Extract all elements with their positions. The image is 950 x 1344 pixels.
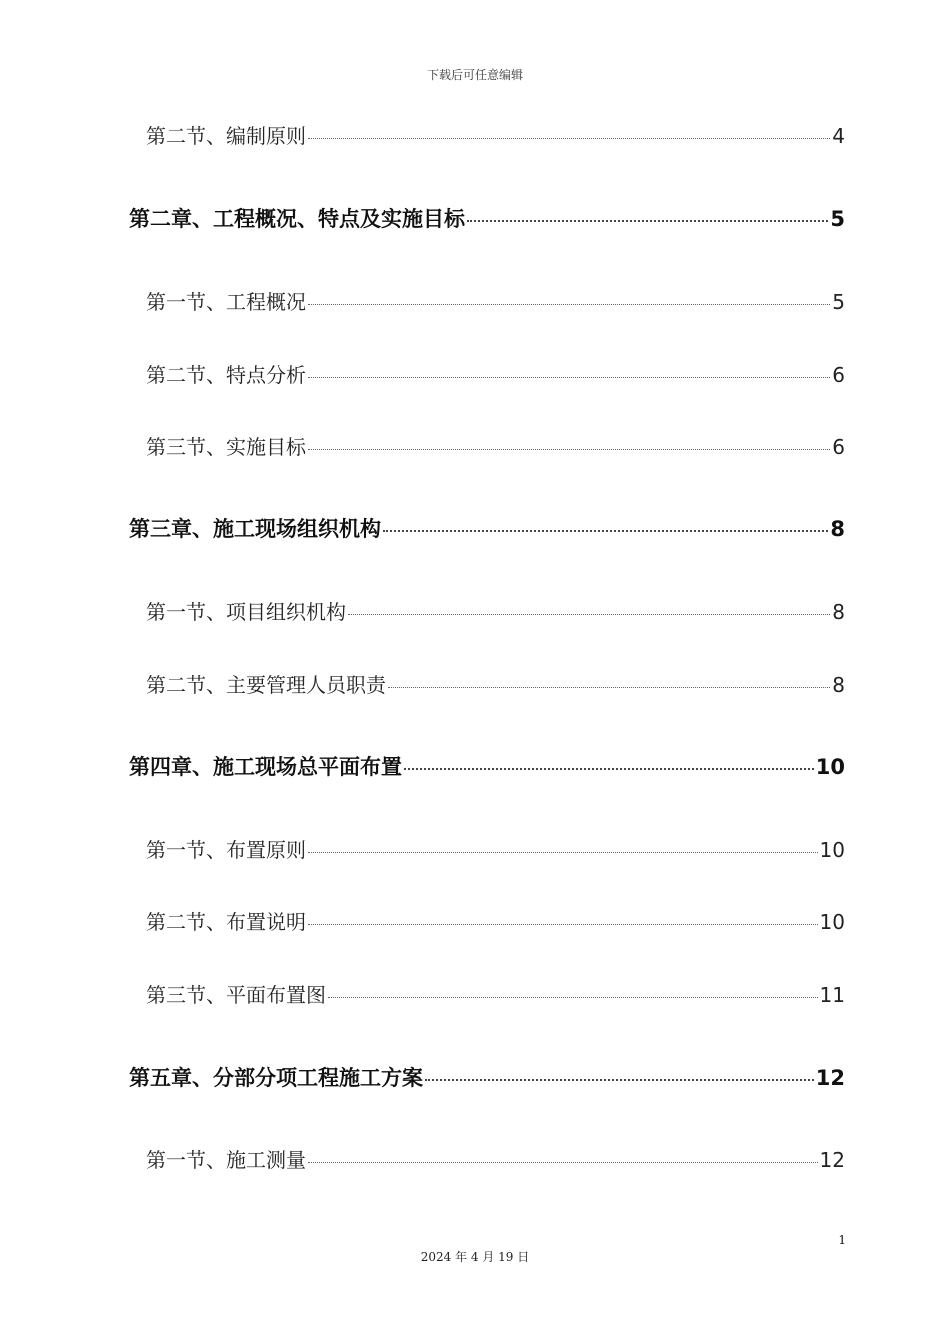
toc-entry-title: 第四章、施工现场总平面布置: [129, 755, 402, 779]
toc-entry-title: 第二节、编制原则: [146, 124, 306, 148]
toc-leader-dots: [308, 138, 830, 139]
toc-leader-dots: [308, 924, 818, 925]
toc-entry-page: 5: [830, 207, 845, 231]
toc-leader-dots: [308, 1162, 818, 1163]
toc-entry[interactable]: [129, 513, 845, 543]
toc-entry-page: 4: [832, 124, 845, 148]
toc-entry[interactable]: [146, 120, 845, 149]
toc-entry-page: 12: [815, 1066, 845, 1090]
toc-entry[interactable]: [146, 1144, 845, 1173]
toc-entry[interactable]: [146, 834, 845, 863]
toc-entry-page: 11: [819, 983, 845, 1007]
toc-entry[interactable]: [146, 431, 845, 460]
toc-entry-title: 第三节、实施目标: [146, 435, 306, 459]
toc-entry-page: 8: [832, 600, 845, 624]
toc-entry-page: 8: [832, 673, 845, 697]
toc-leader-dots: [348, 614, 830, 615]
toc-entry-title: 第一节、布置原则: [146, 838, 306, 862]
toc-entry[interactable]: [146, 286, 845, 315]
toc-leader-dots: [308, 377, 830, 378]
toc-leader-dots: [308, 852, 818, 853]
toc-entry-page: 5: [832, 290, 845, 314]
toc-entry[interactable]: [129, 1062, 845, 1092]
toc-entry-page: 6: [832, 435, 845, 459]
toc-entry-title: 第一节、工程概况: [146, 290, 306, 314]
toc-entry[interactable]: [146, 596, 845, 625]
toc-entry[interactable]: [146, 669, 845, 698]
toc-leader-dots: [383, 530, 828, 532]
toc-entry-page: 10: [819, 910, 845, 934]
toc-entry-title: 第二节、特点分析: [146, 363, 306, 387]
toc-leader-dots: [404, 768, 814, 770]
toc-entry-title: 第二章、工程概况、特点及实施目标: [129, 207, 465, 231]
toc-entry-title: 第二节、布置说明: [146, 910, 306, 934]
toc-leader-dots: [308, 449, 830, 450]
page-number: 1: [838, 1233, 846, 1247]
toc-entry-title: 第一节、施工测量: [146, 1148, 306, 1172]
page-header: 下载后可任意编辑: [426, 68, 523, 82]
toc-entry-title: 第三节、平面布置图: [146, 983, 326, 1007]
toc-entry[interactable]: [146, 359, 845, 388]
toc-entry[interactable]: [129, 751, 845, 781]
toc-entry-title: 第三章、施工现场组织机构: [129, 517, 381, 541]
toc-entry-title: 第一节、项目组织机构: [146, 600, 346, 624]
toc-entry-page: 12: [819, 1148, 845, 1172]
page-footer-date: 2024 年 4 月 19 日: [420, 1250, 530, 1264]
toc-entry-title: 第五章、分部分项工程施工方案: [129, 1066, 423, 1090]
toc-leader-dots: [467, 220, 828, 222]
toc-entry-page: 10: [815, 755, 845, 779]
toc-entry-page: 6: [832, 363, 845, 387]
toc-entry[interactable]: [146, 906, 845, 935]
toc-entry-page: 8: [830, 517, 845, 541]
toc-leader-dots: [388, 687, 830, 688]
toc-entry-page: 10: [819, 838, 845, 862]
toc-entry-title: 第二节、主要管理人员职责: [146, 673, 386, 697]
toc-leader-dots: [308, 304, 830, 305]
toc-leader-dots: [328, 997, 818, 998]
toc-entry[interactable]: [129, 203, 845, 233]
toc-entry[interactable]: [146, 979, 845, 1008]
toc-leader-dots: [425, 1079, 814, 1081]
